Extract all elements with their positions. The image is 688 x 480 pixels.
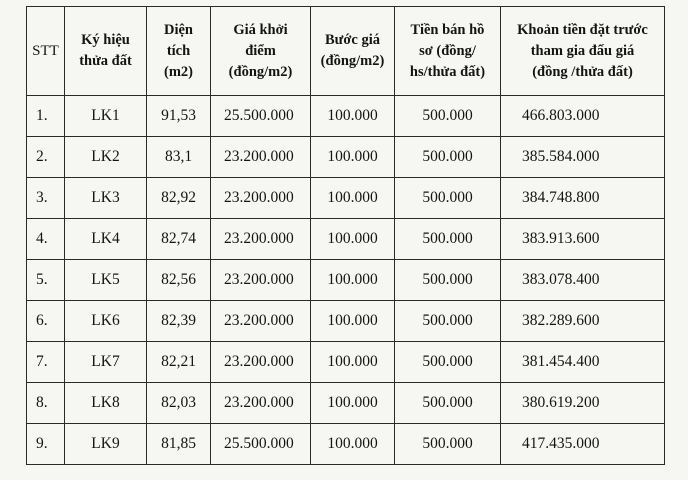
- cell-area: 82,39: [147, 301, 211, 342]
- cell-lot-code: LK8: [65, 383, 147, 424]
- cell-deposit: 383.913.600: [501, 219, 665, 260]
- cell-area: 82,56: [147, 260, 211, 301]
- cell-price-step: 100.000: [311, 137, 395, 178]
- cell-deposit: 381.454.400: [501, 342, 665, 383]
- cell-price-step: 100.000: [311, 301, 395, 342]
- cell-price-step: 100.000: [311, 342, 395, 383]
- cell-stt: 1.: [27, 96, 65, 137]
- table-row: [27, 424, 665, 465]
- cell-deposit: 384.748.800: [501, 178, 665, 219]
- cell-deposit: 417.435.000: [501, 424, 665, 465]
- cell-lot-code: LK6: [65, 301, 147, 342]
- cell-deposit: 383.078.400: [501, 260, 665, 301]
- cell-dossier-fee: 500.000: [395, 178, 501, 219]
- cell-dossier-fee: 500.000: [395, 424, 501, 465]
- cell-stt: 8.: [27, 383, 65, 424]
- cell-dossier-fee: 500.000: [395, 219, 501, 260]
- cell-stt: 9.: [27, 424, 65, 465]
- cell-price-step: 100.000: [311, 178, 395, 219]
- cell-area: 82,74: [147, 219, 211, 260]
- cell-stt: 6.: [27, 301, 65, 342]
- cell-area: 82,92: [147, 178, 211, 219]
- cell-price-step: 100.000: [311, 96, 395, 137]
- header-price-step: Bước giá (đồng/m2): [311, 7, 395, 96]
- cell-deposit: 382.289.600: [501, 301, 665, 342]
- cell-start-price: 23.200.000: [211, 342, 311, 383]
- table-body: [27, 96, 665, 465]
- cell-start-price: 25.500.000: [211, 96, 311, 137]
- cell-dossier-fee: 500.000: [395, 383, 501, 424]
- table-header: [27, 7, 665, 96]
- cell-lot-code: LK2: [65, 137, 147, 178]
- cell-start-price: 25.500.000: [211, 424, 311, 465]
- cell-lot-code: LK4: [65, 219, 147, 260]
- cell-lot-code: LK1: [65, 96, 147, 137]
- table-row: [27, 342, 665, 383]
- cell-start-price: 23.200.000: [211, 301, 311, 342]
- cell-price-step: 100.000: [311, 219, 395, 260]
- cell-deposit: 380.619.200: [501, 383, 665, 424]
- header-area: Diện tích (m2): [147, 7, 211, 96]
- cell-lot-code: LK9: [65, 424, 147, 465]
- cell-price-step: 100.000: [311, 260, 395, 301]
- cell-stt: 7.: [27, 342, 65, 383]
- cell-lot-code: LK3: [65, 178, 147, 219]
- cell-price-step: 100.000: [311, 383, 395, 424]
- cell-start-price: 23.200.000: [211, 260, 311, 301]
- header-lot-code: Ký hiệu thửa đất: [65, 7, 147, 96]
- cell-stt: 3.: [27, 178, 65, 219]
- cell-dossier-fee: 500.000: [395, 260, 501, 301]
- cell-area: 82,21: [147, 342, 211, 383]
- cell-start-price: 23.200.000: [211, 178, 311, 219]
- cell-area: 81,85: [147, 424, 211, 465]
- cell-area: 83,1: [147, 137, 211, 178]
- cell-lot-code: LK7: [65, 342, 147, 383]
- cell-start-price: 23.200.000: [211, 383, 311, 424]
- cell-dossier-fee: 500.000: [395, 96, 501, 137]
- table-row: [27, 137, 665, 178]
- header-start-price: Giá khởi điểm (đồng/m2): [211, 7, 311, 96]
- cell-price-step: 100.000: [311, 424, 395, 465]
- cell-stt: 4.: [27, 219, 65, 260]
- header-stt: STT: [27, 7, 65, 96]
- cell-start-price: 23.200.000: [211, 219, 311, 260]
- cell-dossier-fee: 500.000: [395, 137, 501, 178]
- cell-deposit: 385.584.000: [501, 137, 665, 178]
- header-row: [27, 7, 665, 96]
- table-row: [27, 219, 665, 260]
- cell-dossier-fee: 500.000: [395, 301, 501, 342]
- table-row: [27, 178, 665, 219]
- cell-area: 91,53: [147, 96, 211, 137]
- land-lot-auction-table: [26, 6, 665, 465]
- header-deposit: Khoản tiền đặt trước tham gia đấu giá (đồng /thửa đất): [501, 7, 665, 96]
- cell-area: 82,03: [147, 383, 211, 424]
- header-dossier-fee: Tiền bán hồ sơ (đồng/ hs/thửa đất): [395, 7, 501, 96]
- cell-stt: 2.: [27, 137, 65, 178]
- cell-start-price: 23.200.000: [211, 137, 311, 178]
- cell-stt: 5.: [27, 260, 65, 301]
- table-row: [27, 260, 665, 301]
- cell-lot-code: LK5: [65, 260, 147, 301]
- table-row: [27, 96, 665, 137]
- table-row: [27, 301, 665, 342]
- cell-deposit: 466.803.000: [501, 96, 665, 137]
- table-row: [27, 383, 665, 424]
- cell-dossier-fee: 500.000: [395, 342, 501, 383]
